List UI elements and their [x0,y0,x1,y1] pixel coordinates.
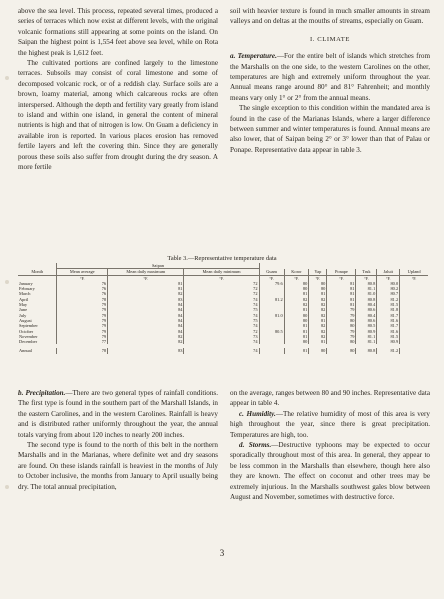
value-cell: 81 [327,281,356,286]
units-cell: °F. [377,275,400,281]
value-cell: 81.1 [356,339,377,344]
value-cell: 81 [327,286,356,291]
value-cell [259,339,284,344]
units-cell: °F. [108,275,184,281]
value-cell: 79 [57,302,108,307]
paragraph: soil with heavier texture is found in much smaller amounts in stream valleys and on deltas at the mouths of streams, especially on Guam. [230,7,430,26]
value-cell: 82 [309,329,327,334]
month-cell: February [19,286,35,292]
value-cell: 75 [184,307,259,312]
value-cell: 79 [57,307,108,312]
temperature-heading: a. Temperature. [230,52,277,61]
group-header-saipan: Saipan [57,263,259,269]
units-cell: °F. [259,275,284,281]
value-cell: 83 [108,297,184,302]
humidity-paragraph [230,409,430,440]
value-cell: 81 [284,291,309,296]
value-cell: 84 [108,302,184,307]
value-cell: 81 [284,307,309,312]
value-cell: 80 [327,339,356,344]
value-cell: 82 [309,307,327,312]
units-cell: °F. [284,275,309,281]
month-cell: August [19,317,32,323]
value-cell: 81 [108,286,184,291]
value-cell: 72 [184,281,259,286]
value-cell: 82 [309,323,327,328]
bottom-right-column [230,388,430,502]
value-cell: 80 [309,286,327,291]
value-cell: 81 [327,291,356,296]
precipitation-text: —There are two general types of rainfall conditions. The first type is found in the southern part of the Marshall Islands, in the eastern Carolines, and in the western Carolines. Rainfall is heavy and is distributed rather uniformly throughout the year, the annual totals varying from about 120 inches to nearly 200 inches. [18,389,218,439]
paragraph: above the sea level. This process, repeated several times, produced a series of terraces which now exist at different levels, with the original volcanic formations still appearing at some points on the island. On Saipan the highest point is 1,554 feet above sea level, while on Rota the highest peak is 1,612 feet. [18,7,218,57]
value-cell: 84 [108,313,184,318]
section-title: I. CLIMATE [309,35,351,43]
temperature-paragraph [230,51,430,103]
value-cell: 81 [327,297,356,302]
units-cell: °F. [309,275,327,281]
units-cell: °F. [400,275,428,281]
value-cell: 80 [327,318,356,323]
month-cell: April [19,296,29,302]
value-cell: 81.0 [259,313,284,318]
column-header: Jaluit [377,269,400,275]
value-cell: 79 [57,313,108,318]
column-header-month: Month [18,269,57,275]
value-cell: 81.0 [356,291,377,296]
value-cell: 80 [327,323,356,328]
value-cell: 80.8 [356,281,377,286]
value-cell: 82 [108,291,184,296]
value-cell: 79 [327,307,356,312]
value-cell: 81.6 [377,329,400,334]
temperature-table [18,263,428,354]
top-right-column [230,6,430,155]
value-cell: 80.9 [377,339,400,344]
value-cell: 83 [108,348,184,353]
value-cell: 81.1 [356,334,377,339]
value-cell: 80.5 [356,323,377,328]
value-cell: 80.4 [356,313,377,318]
value-cell: 81 [284,329,309,334]
column-header: Mean daily minimum [184,269,259,275]
value-cell: 80.5 [259,329,284,334]
value-cell: 81.2 [259,297,284,302]
paragraph: on the average, ranges between 80 and 90 inches. Representative data appear in table 4. [230,389,430,408]
value-cell: 81.6 [377,318,400,323]
month-cell: December [19,339,38,345]
value-cell: 79 [57,334,108,339]
value-cell: 73 [184,334,259,339]
value-cell: 80 [284,313,309,318]
value-cell [259,348,284,353]
column-header: Yap [309,269,327,275]
table-caption: Table 3.—Representative temperature data [167,255,277,262]
value-cell: 81 [327,302,356,307]
month-cell: March [19,291,31,297]
value-cell: 81.2 [377,297,400,302]
value-cell: 82 [309,297,327,302]
value-cell: 74 [184,302,259,307]
precipitation-paragraph [18,388,218,440]
value-cell: 84 [108,323,184,328]
binding-holes [0,0,14,599]
value-cell: 82 [108,334,184,339]
value-cell: 81 [309,291,327,296]
value-cell: 79 [327,329,356,334]
value-cell: 81 [284,348,309,353]
page-number: 3 [219,548,225,558]
value-cell: 72 [184,291,259,296]
storms-paragraph [230,440,430,502]
value-cell: 74 [184,297,259,302]
column-header: Upland [400,269,428,275]
units-row [18,275,428,281]
value-cell: 79 [327,313,356,318]
value-cell: 80 [309,281,327,286]
month-cell: September [19,323,38,329]
value-cell: 76 [57,291,108,296]
column-header: Guam [259,269,284,275]
humidity-heading: c. Humidity. [239,409,276,418]
value-cell: 80.2 [377,286,400,291]
value-cell: 81.1 [356,286,377,291]
value-cell: 82 [309,334,327,339]
value-cell: 76 [57,281,108,286]
value-cell: 79 [57,323,108,328]
value-cell: 80 [284,286,309,291]
value-cell: 80 [327,348,356,353]
units-cell: °F. [57,275,108,281]
storms-text: —Destructive typhoons may be expected to occur sporadically throughout most of this area. In general, they appear to be less common in the Marshalls than elsewhere, though here also they are known. The effect on coconut and other trees may be extremely injurious. In the Marshalls southwest gales blow between August and November, sometimes with destructive force. [230,441,430,502]
paragraph: The second type is found to the north of this belt in the northern Marshalls and in the Marianas, where definite wet and dry seasons are found. On these islands rainfall is heaviest in the months of July to October inclusive, the months from January to April usually being dry. The total annual precipitation, [18,441,218,491]
month-cell: January [19,280,33,286]
month-cell: May [19,302,28,308]
value-cell: 80 [284,339,309,344]
paragraph: The cultivated portions are confined largely to the limestone terraces. Subsoils may consist of coral limestone and some of decomposed volcanic rock, or of a reddish clay. Surface soils are a brown, loamy material, among which calcareous rocks are often interspersed. Although the depth and fertility vary greatly from island to island and within one island, in general the content of mineral nutrients is high and that of nitrogen is low. On Guam a deficiency in available iron is reported. In various places erosion has removed fertile layers and left the covering thin. Since they are generally porous these soils also suffer from drought during the dry season. A more fertile [18,59,218,172]
value-cell: 74 [184,348,259,353]
value-cell [400,348,428,353]
value-cell: 75 [184,318,259,323]
value-cell: 80.9 [356,329,377,334]
value-cell: 80.0 [377,281,400,286]
month-cell: November [19,333,38,339]
value-cell: 81.7 [377,323,400,328]
value-cell: 81 [108,281,184,286]
units-cell: °F. [356,275,377,281]
binding-hole [5,485,9,489]
value-cell: 81 [309,318,327,323]
value-cell: 80.8 [356,297,377,302]
value-cell: 79 [327,334,356,339]
units-cell: °F. [327,275,356,281]
value-cell: 81 [284,334,309,339]
storms-heading: d. Storms. [239,441,272,450]
value-cell: 79 [57,318,108,323]
precipitation-heading: b. Precipitation. [18,389,66,397]
paragraph: The single exception to this condition within the mandated area is found in the case of the Marianas Islands, where a larger difference between summer and winter temperatures is found. Annual means are also lower, that of Saipan being 2° or 3° lower than that of Palau or Ponape. Representative data appear in table 3. [230,104,430,154]
value-cell: 80 [284,281,309,286]
table-row [18,339,428,344]
column-header: Ponape [327,269,356,275]
value-cell: 82 [284,302,309,307]
value-cell: 80 [309,348,327,353]
value-cell: 74 [184,323,259,328]
value-cell: 81 [309,339,327,344]
value-cell: 78 [57,297,108,302]
top-left-column [18,6,218,173]
value-cell: 74 [184,313,259,318]
value-cell: 72 [184,329,259,334]
value-cell: 78 [57,348,108,353]
value-cell: 82 [309,302,327,307]
value-cell: 82 [309,313,327,318]
month-cell: October [19,328,34,334]
month-cell: July [19,312,27,318]
value-cell: 81.5 [377,302,400,307]
value-cell: 84 [108,329,184,334]
value-cell: 79.6 [259,281,284,286]
column-header: Mean average [57,269,108,275]
month-cell: June [19,307,28,313]
value-cell: 74 [184,339,259,344]
value-cell: 80.6 [356,318,377,323]
value-cell: 80.7 [377,291,400,296]
value-cell: 81.2 [377,348,400,353]
bottom-left-column [18,388,218,492]
value-cell: 80.4 [356,302,377,307]
column-header: Truk [356,269,377,275]
units-cell: °F. [184,275,259,281]
value-cell: 80.8 [356,348,377,353]
value-cell: 80 [284,318,309,323]
binding-hole [5,280,9,284]
column-header: Mean daily maximum [108,269,184,275]
value-cell: 81.5 [377,334,400,339]
binding-hole [5,76,9,80]
value-cell: 82 [108,339,184,344]
value-cell [400,339,428,344]
value-cell: 82 [284,297,309,302]
temperature-text: —For the entire belt of islands which stretches from the Marshalls on the one side, to the western Carolines on the other, temperatures are high and extremely uniform throughout the year. Annual means range around 80° and 81° Fahrenheit; and monthly means vary only 1° or 2° from the annual means. [230,52,430,102]
value-cell: 72 [184,286,259,291]
month-cell: Annual [19,348,32,354]
annual-row [18,348,428,353]
value-cell: 84 [108,307,184,312]
humidity-text: —The relative humidity of most of this area is very high throughout the year, since there is great precipitation. Temperatures are high, too. [230,409,430,439]
value-cell: 84 [108,318,184,323]
value-cell: 81.7 [377,313,400,318]
value-cell: 77 [57,339,108,344]
column-header: Koror [284,269,309,275]
value-cell: 81.8 [377,307,400,312]
value-cell: 76 [57,286,108,291]
value-cell: 80.6 [356,307,377,312]
value-cell: 79 [57,329,108,334]
value-cell: 81 [284,323,309,328]
